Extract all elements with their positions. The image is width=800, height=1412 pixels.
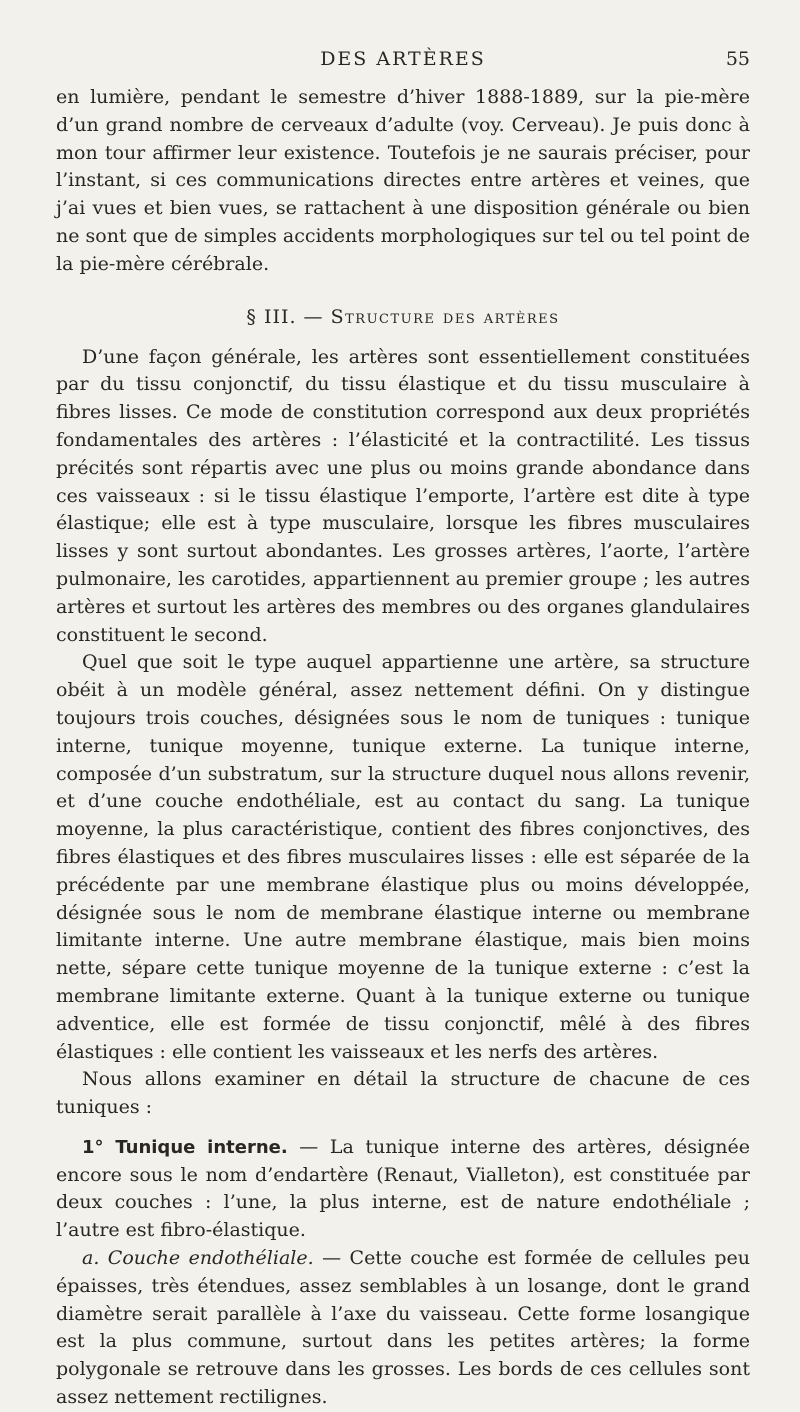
paragraph-continued: en lumière, pendant le semestre d’hiver 1888-1889, sur la pie-mère d’un grand nombre de cerveaux d’adulte (voy. Cerveau). Je puis donc à mon tour affirmer leur existence. Toutefois je ne saurais préciser, pour l’instant, si ces communications directes entre artères et veines, que j’ai vues et bien vues, se rattachent à une disposition générale ou bien ne sont que de simples accidents morphologiques sur tel ou tel point de la pie-mère cérébrale. <box>56 86 751 275</box>
couche-endotheliale-text: — Cette couche est formée de cellules peu épaisses, très étendues, assez semblables à un losange, dont le grand diamètre serait parallèle à l’axe du vaisseau. Cette forme losangique est la plus commune, surtout dans les petites artères; la forme polygonale se retrouve dans les grosses. Les bords de ces cellules sont assez nettement rectilignes. <box>56 1247 751 1409</box>
paragraph-intro: Nous allons examiner en détail la structure de chacune de ces tuniques : <box>56 1068 750 1119</box>
section-title: Structure des artères <box>330 305 560 328</box>
subheading-couche-endotheliale: a. Couche endothéliale. <box>82 1247 314 1270</box>
running-title: DES ARTÈRES <box>320 48 486 70</box>
tunique-interne-text: — La tunique interne des artères, désignée encore sous le nom d’endartère (Renaut, Vialleton), est constituée par deux couches : l’une, la plus interne, est de nature endothéliale ; l’autre est fibro-élastique. <box>56 1135 750 1242</box>
subheading-tunique-interne: 1° Tunique interne. <box>82 1136 288 1158</box>
paragraph-couche-endotheliale <box>56 1245 750 1412</box>
section-prefix: § III. — <box>246 305 331 328</box>
text-body <box>56 84 750 1412</box>
paragraph-general: D’une façon générale, les artères sont essentiellement constituées par du tissu conjonctif, du tissu élastique et du tissu musculaire à fibres lisses. Ce mode de constitution correspond aux deux propriétés fondamentales des artères : l’élasticité et la contractilité. Les tissus précités sont répartis avec une plus ou moins grande abondance dans ces vaisseaux : si le tissu élastique l’emporte, l’artère est dite à type élastique; elle est à type musculaire, lorsque les fibres musculaires lisses y sont surtout abondantes. Les grosses artères, l’aorte, l’artère pulmonaire, les carotides, appartiennent au premier groupe ; les autres artères et surtout les artères des membres ou des organes glandulaires constituent le second. <box>56 345 750 646</box>
page-number: 55 <box>725 48 750 70</box>
section-heading <box>56 306 750 328</box>
paragraph-tunique-interne <box>56 1134 750 1245</box>
page-header <box>56 46 750 76</box>
paragraph-model: Quel que soit le type auquel appartienne une artère, sa structure obéit à un modèle général, assez nettement défini. On y distingue toujours trois couches, désignées sous le nom de tuniques : tunique interne, tunique moyenne, tunique externe. La tunique interne, composée d’un substratum, sur la structure duquel nous allons revenir, et d’une couche endothéliale, est au contact du sang. La tunique moyenne, la plus caractéristique, contient des fibres conjonctives, des fibres élastiques et des fibres musculaires lisses : elle est séparée de la précédente par une membrane élastique plus ou moins développée, désignée sous le nom de membrane élastique interne ou membrane limitante interne. Une autre membrane élastique, mais bien moins nette, sépare cette tunique moyenne de la tunique externe : c’est la membrane limitante externe. Quant à la tunique externe ou tunique adventice, elle est formée de tissu conjonctif, mêlé à des fibres élastiques : elle contient les vaisseaux et les nerfs des artères. <box>56 651 750 1063</box>
